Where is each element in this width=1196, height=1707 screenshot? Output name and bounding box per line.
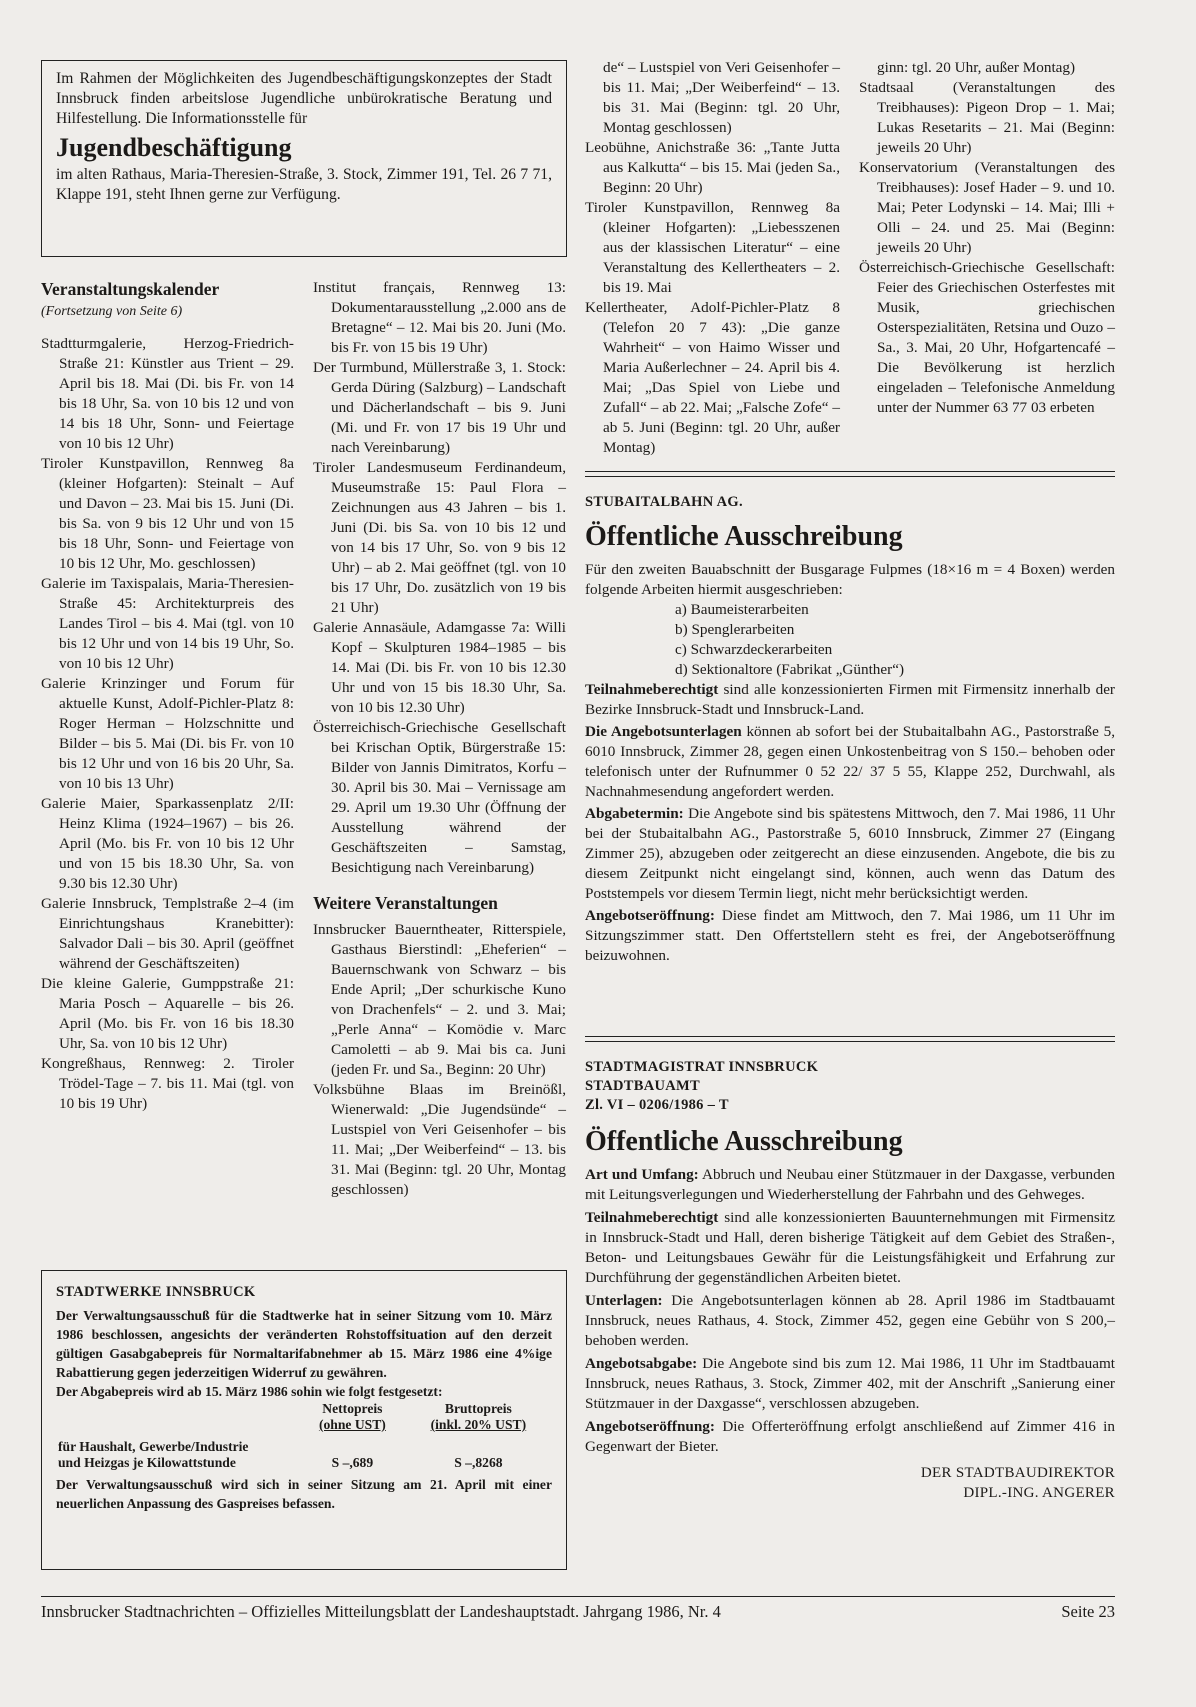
youth-box-intro: Im Rahmen der Möglichkeiten des Jugendbeschäftigungskonzeptes der Stadt Innsbruck finden arbeitslose Jugendliche unbürokratische Beratung und Hilfestellung. Die Informationsstelle für bbox=[56, 70, 552, 127]
youth-box-details: im alten Rathaus, Maria-Theresien-Straße, 3. Stock, Zimmer 191, Tel. 26 7 71, Klappe 191, steht Ihnen gerne zur Verfügung. bbox=[56, 166, 552, 203]
stadtwerke-para-3: Der Verwaltungsausschuß wird sich in seiner Sitzung am 21. April mit einer neuerlichen Anpassung des Gaspreises befassen. bbox=[56, 1477, 552, 1511]
stadtwerke-para-2: Der Abgabepreis wird ab 15. März 1986 sohin wie folgt festgesetzt: bbox=[56, 1384, 443, 1399]
calendar-entry: Tiroler Kunstpavillon, Rennweg 8a (kleiner Hofgarten): „Liebesszenen aus der klassischen Literatur“ – eine Veranstaltung des Kellertheaters – 2. bis 19. Mai bbox=[585, 199, 840, 296]
calendar-entry: Leobühne, Anichstraße 36: „Tante Jutta aus Kalkutta“ – bis 15. Mai (jeden Sa., Beginn: 20 Uhr) bbox=[585, 139, 840, 196]
tender1-item: c) Schwarzdeckerarbeiten bbox=[675, 641, 833, 658]
tender1-item: d) Sektionaltore (Fabrikat „Günther“) bbox=[675, 661, 904, 678]
stadtwerke-para-1: Der Verwaltungsausschuß für die Stadtwerke hat in seiner Sitzung vom 10. März 1986 beschlossen, angesichts der veränderten Rohstoffsituation auf den derzeit gültigen Gasabgabepreis für Normaltarifabnehmer ab 15. März 1986 eine 4%ige Rabattierung gegen jederzeitigen Widerruf zu gewähren. bbox=[56, 1308, 552, 1380]
gross-price-value: S –,8268 bbox=[454, 1455, 503, 1470]
calendar-entry: Galerie Annasäule, Adamgasse 7a: Willi Kopf – Skulpturen 1984–1985 – bis 14. Mai (Di. bis Fr. von 10 bis 12.30 Uhr und von 15 bis 18.30 Uhr, Sa. von 10 bis 12.30 Uhr) bbox=[313, 619, 566, 716]
page-footer bbox=[41, 1600, 1115, 1624]
calendar-entry: Österreichisch-Griechische Gesellschaft bei Krischan Optik, Bürgerstraße 15: Bilder von Jannis Dimitratos, Korfu – 30. April bis 30. Mai – Vernissage am 29. April um 19.30 Uhr (Öffnung der Ausstellung während der Geschäftszeiten – Samstag, Besichtigung nach Vereinbarung) bbox=[313, 719, 566, 876]
footer-page-number: Seite 23 bbox=[1061, 1602, 1115, 1621]
calendar-entry: Tiroler Kunstpavillon, Rennweg 8a (kleiner Hofgarten): Steinalt – Auf und Davon – 23. Mai bis 15. Juni (Di. bis Sa. von 9 bis 12 Uhr und von 15 bis 18 Uhr, Sonn- und Feiertage von 10 bis 12 Uhr, Mo. geschlossen) bbox=[41, 455, 294, 572]
section-divider bbox=[585, 1036, 1115, 1042]
calendar-entry: Der Turmbund, Müllerstraße 3, 1. Stock: Gerda Düring (Salzburg) – Landschaft und Dächerlandschaft – bis 9. Juni (Mi. und Fr. von 17 bis 19 Uhr und nach Vereinbarung) bbox=[313, 359, 566, 456]
calendar-entry: Galerie im Taxispalais, Maria-Theresien-Straße 45: Architekturpreis des Landes Tirol – bis 4. Mai (tgl. von 10 bis 12 Uhr und von 14 bis 19 Uhr, So. von 10 bis 12 Uhr) bbox=[41, 575, 294, 672]
tender2-org: STADTMAGISTRAT INNSBRUCK bbox=[585, 1059, 819, 1075]
gas-tariff-label: für Haushalt, Gewerbe/Industrie und Heizgas je Kilowattstunde bbox=[58, 1439, 249, 1470]
tender2-signature-title: DER STADTBAUDIREKTOR bbox=[920, 1465, 1115, 1481]
tender1-deadline: Abgabetermin: Die Angebote sind bis spätestens Mittwoch, den 7. Mai 1986, 11 Uhr bei der Stubaitalbahn AG., Pastorstraße 5, 6010 Innsbruck, Zimmer 27 (Eingang Zimmer 25), abzugeben oder zeitgerecht an diese einzusenden. Angebote, die bis zu diesem Zeitpunkt nicht eingelangt sind, können, auch wenn das Datum des Poststempels vor diesem Termin liegt, nicht mehr berücksichtigt werden. bbox=[585, 805, 1115, 902]
gross-price-header: Bruttopreis (inkl. 20% UST) bbox=[430, 1401, 527, 1432]
footer-rule bbox=[41, 1596, 1115, 1597]
tender1-item: a) Baumeisterarbeiten bbox=[675, 601, 809, 618]
calendar-header bbox=[41, 278, 294, 322]
tender2-signature-name: DIPL.-ING. ANGERER bbox=[963, 1485, 1115, 1501]
stadtwerke-heading: STADTWERKE INNSBRUCK bbox=[56, 1284, 256, 1300]
tender2-department: STADTBAUAMT bbox=[585, 1078, 701, 1094]
calendar-entry: Kongreßhaus, Rennweg: 2. Tiroler Trödel-Tage – 7. bis 11. Mai (tgl. von 10 bis 19 Uhr) bbox=[41, 1055, 294, 1112]
calendar-entry: Galerie Innsbruck, Templstraße 2–4 (im Einrichtungshaus Kranebitter): Salvador Dali – bis 30. April (geöffnet während der Geschäftszeiten) bbox=[41, 895, 294, 972]
tender-stadtmagistrat bbox=[585, 1058, 1115, 1503]
tender2-opening: Angebotseröffnung: Die Offerteröffnung erfolgt anschließend auf Zimmer 416 in Gegenwart der Bieter. bbox=[585, 1418, 1115, 1455]
tender1-documents: Die Angebotsunterlagen können ab sofort bei der Stubaitalbahn AG., Pastorstraße 5, 6010 Innsbruck, Zimmer 28, gegen einen Unkostenbeitrag von S 150.– behoben oder telefonisch unter der Rufnummer 0 52 22/ 37 5 55, Klappe 252, Durchwahl, als Nachnahmesendung angefordert werden. bbox=[585, 723, 1115, 800]
calendar-entry: Konservatorium (Veranstaltungen des Treibhauses): Josef Hader – 9. und 10. Mai; Peter Lodynski – 14. Mai; Illi + Olli – 24. und 25. Mai (Beginn: jeweils 20 Uhr) bbox=[859, 159, 1115, 256]
calendar-column-2 bbox=[313, 278, 566, 1198]
youth-box-title: Jugendbeschäftigung bbox=[56, 133, 292, 162]
gas-price-table bbox=[56, 1401, 552, 1471]
calendar-heading: Veranstaltungskalender bbox=[41, 279, 220, 299]
tender2-title: Öffentliche Ausschreibung bbox=[585, 1126, 903, 1157]
tender-stubaitalbahn bbox=[585, 493, 1115, 966]
calendar-entry: Die kleine Galerie, Gumppstraße 21: Maria Posch – Aquarelle – bis 26. April (Mo. bis Fr. von 16 bis 18.30 Uhr, Sa. von 10 bis 12 Uhr) bbox=[41, 975, 294, 1052]
calendar-column-1 bbox=[41, 334, 294, 1114]
calendar-entry: Institut français, Rennweg 13: Dokumentarausstellung „2.000 ans de Bretagne“ – 12. Mai bis 20. Juni (Mo. bis Fr. von 15 bis 19 Uhr) bbox=[313, 279, 566, 356]
tender1-intro: Für den zweiten Bauabschnitt der Busgarage Fulpmes (18×16 m = 4 Boxen) werden folgende Arbeiten hiermit ausgeschrieben: bbox=[585, 561, 1115, 598]
more-events-heading: Weitere Veranstaltungen bbox=[313, 893, 498, 913]
tender1-opening: Angebotseröffnung: Diese findet am Mittwoch, den 7. Mai 1986, um 11 Uhr im Sitzungszimmer statt. Den Offertstellern steht es frei, der Angebotseröffnung beizuwohnen. bbox=[585, 907, 1115, 964]
tender2-scope: Art und Umfang: Abbruch und Neubau einer Stützmauer in der Daxgasse, verbunden mit Leitungsverlegungen und Wiederherstellung der Fahrbahn und des Gehweges. bbox=[585, 1166, 1115, 1203]
calendar-entry: Tiroler Landesmuseum Ferdinandeum, Museumstraße 15: Paul Flora – Zeichnungen aus 43 Jahren – bis 1. Juni (Di. bis Sa. von 10 bis 12 und von 14 bis 17 Uhr, So. von 9 bis 12 Uhr) – ab 2. Mai geöffnet (tgl. von 10 bis 17 Uhr, Do. zusätzlich von 19 bis 21 Uhr) bbox=[313, 459, 566, 616]
calendar-column-4 bbox=[859, 58, 1115, 418]
tender1-item: b) Spenglerarbeiten bbox=[675, 621, 795, 638]
calendar-entry: Volksbühne Blaas im Breinößl, Wienerwald: „Die Jugendsünde“ – Lustspiel von Veri Geisenhofer – bis 11. Mai; „Der Weiberfeind“ – 13. bis 31. Mai (Beginn: tgl. 20 Uhr, Montag geschlossen) bbox=[313, 1081, 566, 1198]
footer-publication: Innsbrucker Stadtnachrichten – Offizielles Mitteilungsblatt der Landeshauptstadt. Jahrgang 1986, Nr. 4 bbox=[41, 1602, 721, 1621]
calendar-entry: Stadtsaal (Veranstaltungen des Treibhauses): Pigeon Drop – 1. Mai; Lukas Resetarits – 21. Mai (Beginn: jeweils 20 Uhr) bbox=[859, 79, 1115, 156]
calendar-column-3 bbox=[585, 58, 840, 456]
tender2-documents: Unterlagen: Die Angebotsunterlagen können ab 28. April 1986 im Stadtbauamt Innsbruck, neues Rathaus, 4. Stock, Zimmer 452, gegen eine Gebühr von S 200,– behoben werden. bbox=[585, 1292, 1115, 1349]
calendar-entry: Galerie Maier, Sparkassenplatz 2/II: Heinz Klima (1924–1967) – bis 26. April (Mo. bis Fr. von 10 bis 12 Uhr und von 15 bis 18.30 Uhr, Sa. von 9.30 bis 12.30 Uhr) bbox=[41, 795, 294, 892]
stadtwerke-notice-box bbox=[41, 1270, 567, 1570]
tender2-submission: Angebotsabgabe: Die Angebote sind bis zum 12. Mai 1986, 11 Uhr im Stadtbauamt Innsbruck, neues Rathaus, 3. Stock, Zimmer 402, mit der Anschrift „Sanierung einer Stützmauer in der Daxgasse“, verschlossen abzugeben. bbox=[585, 1355, 1115, 1412]
section-divider bbox=[585, 471, 1115, 477]
tender1-eligibility: Teilnahmeberechtigt sind alle konzessionierten Firmen mit Firmensitz innerhalb der Bezirke Innsbruck-Stadt und Innsbruck-Land. bbox=[585, 681, 1115, 718]
tender2-reference: Zl. VI – 0206/1986 – T bbox=[585, 1097, 729, 1113]
youth-employment-box bbox=[41, 60, 567, 257]
tender1-org: STUBAITALBAHN AG. bbox=[585, 494, 743, 510]
net-price-header: Nettopreis (ohne UST) bbox=[318, 1401, 386, 1432]
calendar-entry: Österreichisch-Griechische Gesellschaft: Feier des Griechischen Osterfestes mit Musik, griechischen Osterspezialitäten, Retsina und Ouzo – Sa., 3. Mai, 20 Uhr, Hofgartencafé – Die Bevölkerung ist herzlich eingeladen – Telefonische Anmeldung unter der Nummer 63 77 03 erbeten bbox=[859, 259, 1115, 416]
calendar-entry: Innsbrucker Bauerntheater, Ritterspiele, Gasthaus Bierstindl: „Eheferien“ – Bauernschwank von Schwarz – bis Ende April; „Der schurkische Kuno von Drachenfels“ – 2. und 3. Mai; „Perle Anna“ – Komödie v. Marc Camoletti – ab 9. Mai bis ca. Juni (jeden Fr. und Sa., Beginn: 20 Uhr) bbox=[313, 921, 566, 1078]
calendar-entry-continued: de“ – Lustspiel von Veri Geisenhofer – bis 11. Mai; „Der Weiberfeind“ – 13. bis 31. Mai (Beginn: tgl. 20 Uhr, Montag geschlossen) bbox=[603, 59, 840, 136]
net-price-value: S –,689 bbox=[331, 1455, 374, 1470]
calendar-entry: Stadtturmgalerie, Herzog-Friedrich-Straße 21: Künstler aus Trient – 29. April bis 18. Mai (Di. bis Fr. von 14 bis 18 Uhr, Sa. von 10 bis 12 und von 14 bis 18 Uhr, Sonn- und Feiertage von 10 bis 12 Uhr) bbox=[41, 335, 294, 452]
calendar-entry: Galerie Krinzinger und Forum für aktuelle Kunst, Adolf-Pichler-Platz 8: Roger Herman – Holzschnitte und Bilder – bis 5. Mai (Di. bis Fr. von 10 bis 12 Uhr und von 16 bis 20 Uhr, Sa. von 10 bis 13 Uhr) bbox=[41, 675, 294, 792]
calendar-subheading: (Fortsetzung von Seite 6) bbox=[41, 304, 183, 319]
calendar-entry-continued: ginn: tgl. 20 Uhr, außer Montag) bbox=[877, 59, 1076, 76]
tender1-title: Öffentliche Ausschreibung bbox=[585, 521, 903, 552]
calendar-entry: Kellertheater, Adolf-Pichler-Platz 8 (Telefon 20 7 43): „Die ganze Wahrheit“ – von Haimo Wisser und Maria Außerlechner – 24. April bis 4. Mai; „Das Spiel von Liebe und Zufall“ – ab 22. Mai; „Falsche Zofe“ – ab 5. Juni (Beginn: tgl. 20 Uhr, außer Montag) bbox=[585, 299, 840, 456]
tender2-eligibility: Teilnahmeberechtigt sind alle konzessionierten Bauunternehmungen mit Firmensitz in Innsbruck-Stadt und Hall, deren bisherige Tätigkeit auf dem Gebiet des Straßen-, Beton- und Leitungsbaues Gewähr für die Leistungsfähigkeit und Erfahrung zur Durchführung der gegenständlichen Arbeiten bietet. bbox=[585, 1209, 1115, 1286]
